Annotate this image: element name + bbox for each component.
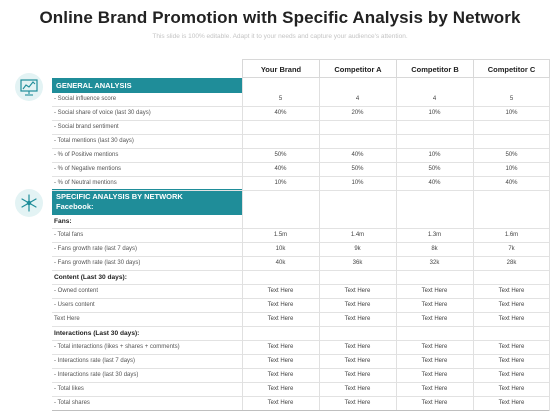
table-cell: 50% — [274, 152, 287, 158]
table-cell: 40% — [428, 180, 441, 186]
specific-analysis-header — [52, 189, 242, 215]
row-label: Content (Last 30 days): — [54, 274, 127, 281]
grid-line — [473, 78, 474, 411]
table-cell — [319, 121, 396, 134]
table-cell — [473, 215, 550, 228]
table-row — [52, 177, 549, 191]
table-cell: 1.6m — [504, 232, 519, 238]
table-cell — [396, 327, 473, 340]
column-header-your-brand: Your Brand — [242, 59, 319, 78]
general-analysis-title: GENERAL ANALYSIS — [56, 81, 132, 90]
table-cell: Text Here — [344, 344, 371, 350]
row-label: - Owned content — [54, 288, 99, 294]
specific-analysis-title: SPECIFIC ANALYSIS BY NETWORK — [56, 192, 183, 201]
row-label: - Interactions rate (last 30 days) — [54, 372, 139, 378]
table-row — [52, 229, 549, 243]
table-cell — [319, 215, 396, 228]
table-cell: 50% — [351, 166, 364, 172]
table-cell: 40k — [275, 260, 286, 266]
grid-line — [549, 78, 550, 411]
table-row — [52, 121, 549, 135]
table-row — [52, 243, 549, 257]
grid-line — [396, 78, 397, 411]
table-cell: 10% — [351, 180, 364, 186]
table-cell: 36k — [352, 260, 363, 266]
table-cell: Text Here — [421, 386, 448, 392]
table-cell: Text Here — [344, 316, 371, 322]
row-label: - Users content — [54, 302, 95, 308]
table-cell: 8k — [431, 246, 438, 252]
table-cell: 10% — [274, 180, 287, 186]
table-cell — [396, 215, 473, 228]
row-label: - Total fans — [54, 232, 84, 238]
table-row — [52, 299, 549, 313]
table-cell — [396, 135, 473, 148]
table-row — [52, 327, 549, 341]
row-label: - Total shares — [54, 400, 90, 406]
table-cell: Text Here — [421, 288, 448, 294]
row-label: - Interactions rate (last 7 days) — [54, 358, 136, 364]
table-row — [52, 271, 549, 285]
table-cell — [242, 215, 319, 228]
row-label: Interactions (Last 30 days): — [54, 330, 140, 337]
table-row — [52, 341, 549, 355]
row-label: Fans: — [54, 218, 72, 225]
table-cell: 5 — [509, 96, 514, 102]
table-cell — [242, 121, 319, 134]
table-cell — [242, 271, 319, 284]
table-cell: Text Here — [498, 400, 525, 406]
table-cell: Text Here — [421, 400, 448, 406]
table-cell: 10k — [275, 246, 286, 252]
table-cell — [473, 271, 550, 284]
table-cell: Text Here — [421, 316, 448, 322]
row-label: - Fans growth rate (last 30 days) — [54, 260, 141, 266]
table-row — [52, 257, 549, 271]
row-label: - % of Positive mentions — [54, 152, 119, 158]
table-cell: 40% — [274, 166, 287, 172]
row-label: Text Here — [54, 316, 80, 322]
table-cell: 4 — [432, 96, 437, 102]
table-cell: Text Here — [344, 386, 371, 392]
table-cell: Text Here — [421, 344, 448, 350]
row-label: - Social share of voice (last 30 days) — [54, 110, 151, 116]
table-cell: Text Here — [344, 358, 371, 364]
table-row — [52, 149, 549, 163]
table-cell — [319, 327, 396, 340]
table-cell: Text Here — [267, 316, 294, 322]
table-cell: Text Here — [267, 358, 294, 364]
table-cell: Text Here — [498, 372, 525, 378]
table-cell: Text Here — [421, 372, 448, 378]
table-cell: Text Here — [498, 344, 525, 350]
table-cell: 10% — [428, 110, 441, 116]
table-cell: Text Here — [421, 358, 448, 364]
row-label: - % of Neutral mentions — [54, 180, 117, 186]
table-cell: Text Here — [498, 302, 525, 308]
table-cell — [473, 327, 550, 340]
table-cell: Text Here — [267, 386, 294, 392]
table-cell: Text Here — [267, 372, 294, 378]
page-title: Online Brand Promotion with Specific Analysis by Network — [39, 8, 521, 27]
table-cell: Text Here — [267, 344, 294, 350]
table-cell: Text Here — [344, 400, 371, 406]
table-cell: 32k — [429, 260, 440, 266]
table-cell: 50% — [428, 166, 441, 172]
table-row — [52, 93, 549, 107]
table-cell: Text Here — [267, 302, 294, 308]
table-cell: Text Here — [498, 316, 525, 322]
table-cell — [319, 271, 396, 284]
table-cell: 40% — [274, 110, 287, 116]
table-cell — [473, 135, 550, 148]
general-analysis-header — [52, 78, 242, 93]
table-cell — [242, 327, 319, 340]
table-cell — [396, 121, 473, 134]
table-cell: Text Here — [421, 302, 448, 308]
table-cell: Text Here — [498, 358, 525, 364]
table-cell: 1.5m — [273, 232, 288, 238]
table-row — [52, 313, 549, 327]
row-label: - Fans growth rate (last 7 days) — [54, 246, 138, 252]
table-cell: Text Here — [267, 288, 294, 294]
table-row — [52, 369, 549, 383]
specific-analysis-network: Facebook: — [56, 202, 94, 211]
column-header-competitor-b: Competitor B — [396, 59, 473, 78]
table-cell: Text Here — [498, 386, 525, 392]
table-cell: 10% — [505, 110, 518, 116]
table-cell: Text Here — [344, 288, 371, 294]
table-row — [52, 285, 549, 299]
row-label: - Social brand sentiment — [54, 124, 119, 130]
row-label: - % of Negative mentions — [54, 166, 122, 172]
table-cell: 40% — [505, 180, 518, 186]
table-cell: Text Here — [267, 400, 294, 406]
table-row — [52, 397, 549, 411]
table-bottom-border — [52, 410, 549, 411]
grid-line — [242, 78, 243, 411]
table-cell: 4 — [355, 96, 360, 102]
table-cell: 7k — [508, 246, 515, 252]
table-cell: 9k — [354, 246, 361, 252]
row-label: - Social influence score — [54, 96, 117, 102]
table-cell: 10% — [428, 152, 441, 158]
table-row — [52, 135, 549, 149]
table-cell: Text Here — [344, 372, 371, 378]
table-row — [52, 215, 549, 229]
table-cell — [242, 135, 319, 148]
table-cell: 20% — [351, 110, 364, 116]
table-cell: 40% — [351, 152, 364, 158]
row-label: - Total interactions (likes + shares + comments) — [54, 344, 180, 350]
table-cell — [396, 271, 473, 284]
grid-line — [319, 78, 320, 411]
table-cell: 1.3m — [427, 232, 442, 238]
table-row — [52, 383, 549, 397]
table-cell: Text Here — [498, 288, 525, 294]
table-row — [52, 163, 549, 177]
column-header-competitor-a: Competitor A — [319, 59, 396, 78]
table-cell — [473, 121, 550, 134]
table-cell: 5 — [278, 96, 283, 102]
table-cell: Text Here — [344, 302, 371, 308]
table-cell — [319, 135, 396, 148]
table-cell: 28k — [506, 260, 517, 266]
chart-presentation-icon — [14, 72, 44, 102]
table-row — [52, 355, 549, 369]
table-cell: 1.4m — [350, 232, 365, 238]
table-cell: 50% — [505, 152, 518, 158]
row-label: - Total mentions (last 30 days) — [54, 138, 134, 144]
snowflake-network-icon — [14, 188, 44, 218]
table-row — [52, 107, 549, 121]
row-label: - Total likes — [54, 386, 84, 392]
column-header-competitor-c: Competitor C — [473, 59, 550, 78]
page-subtitle: This slide is 100% editable. Adapt it to your needs and capture your audience's attention. — [152, 33, 408, 40]
table-cell: 10% — [505, 166, 518, 172]
